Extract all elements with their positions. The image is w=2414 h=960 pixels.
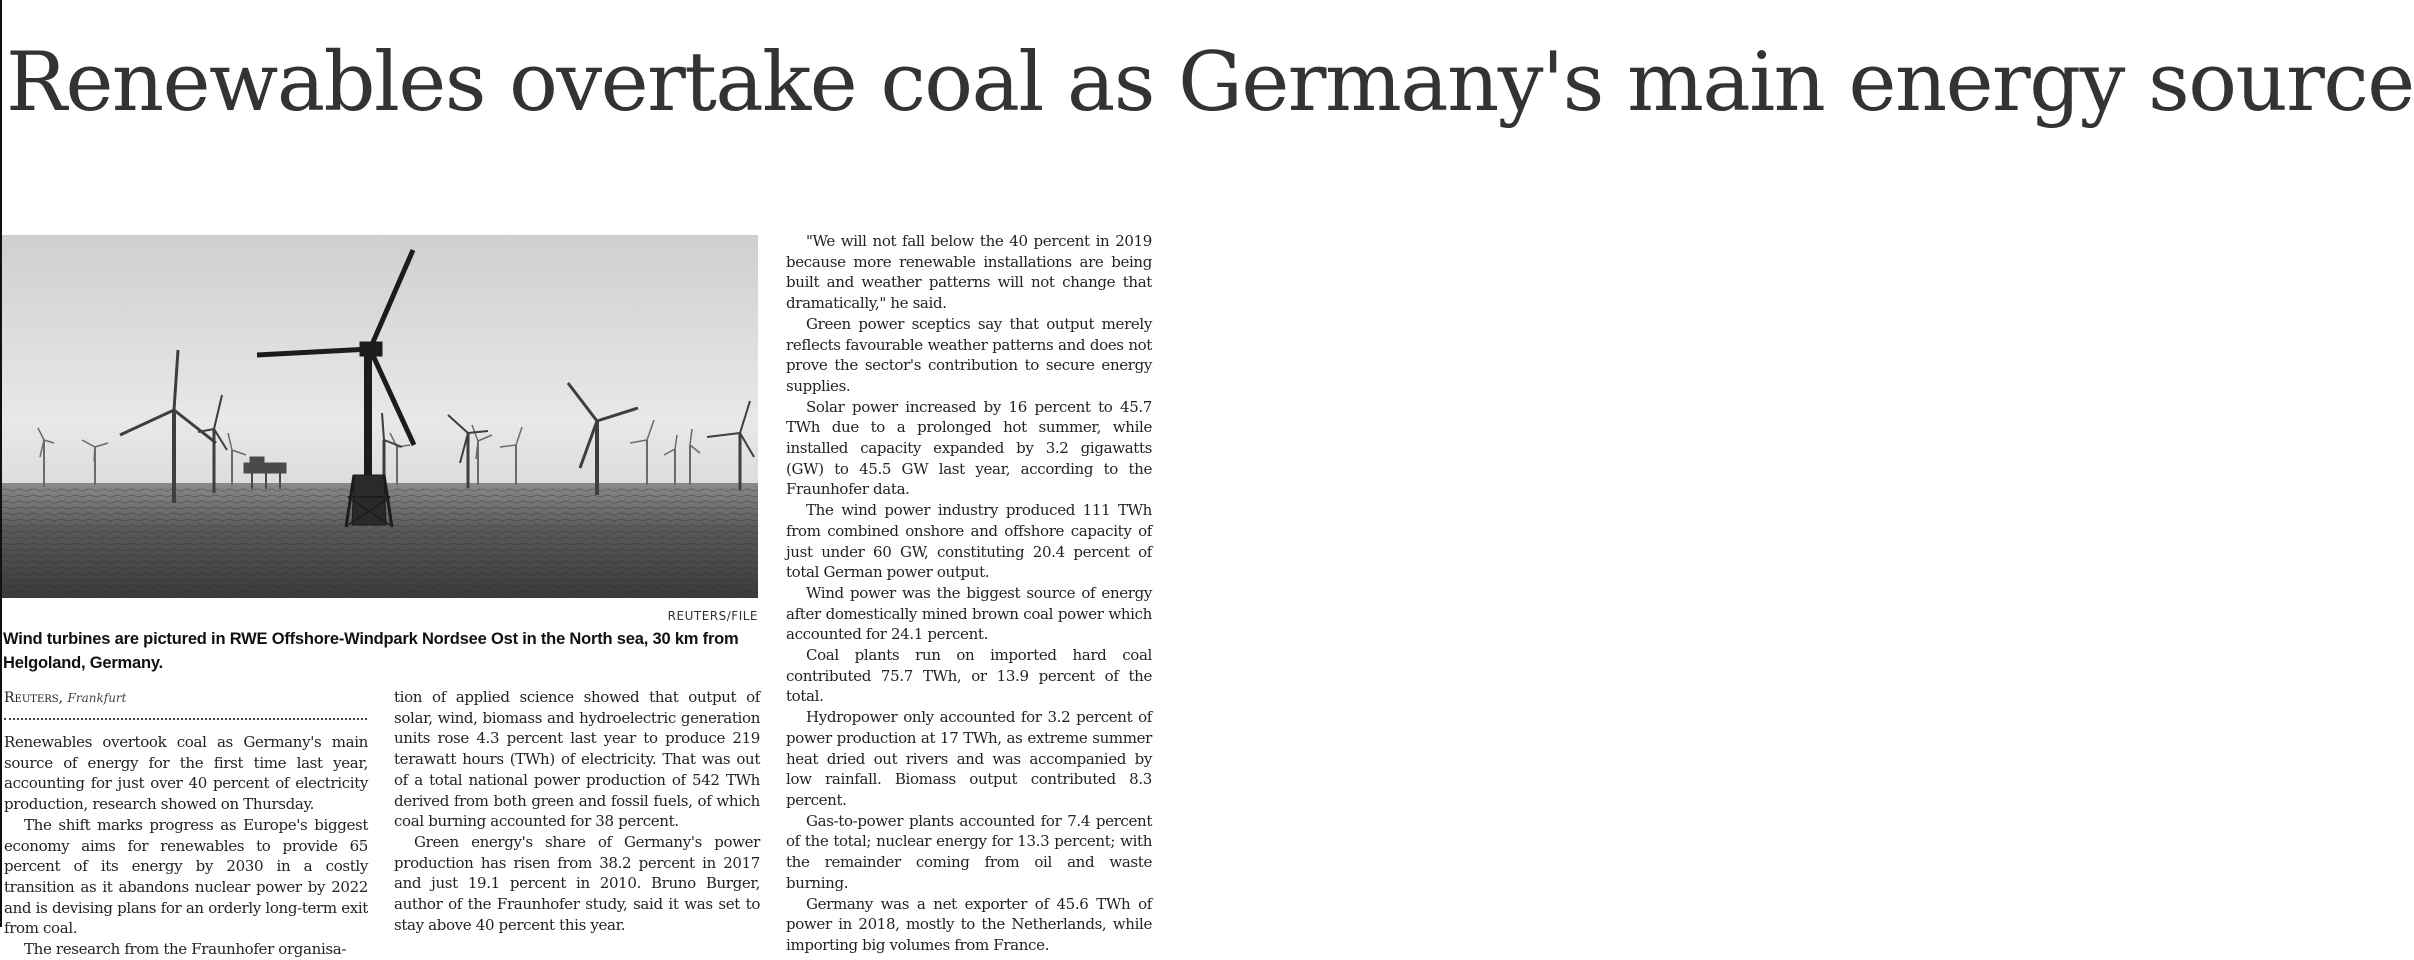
wind-turbines-photo xyxy=(2,235,758,598)
paragraph: Green power sceptics say that output merely reflects favourable weather patterns and does not prove the sector's contribution to secure energy supplies. xyxy=(786,314,1152,395)
article-column-3 xyxy=(786,231,1152,954)
byline-place: Frankfurt xyxy=(67,691,127,705)
paragraph: Gas-to-power plants accounted for 7.4 percent of the total; nuclear energy for 13.3 percent; with the remainder coming from oil and waste burning. xyxy=(786,811,1152,892)
paragraph: Green energy's share of Germany's power production has risen from 38.2 percent in 2017 and just 19.1 percent in 2010. Bruno Burger, author of the Fraunhofer study, said it was set to stay above 40 percent this year. xyxy=(394,832,760,934)
paragraph: The shift marks progress as Europe's biggest economy aims for renewables to provide 65 percent of its energy by 2030 in a costly transition as it abandons nuclear power by 2022 and is devising plans for an orderly long-term exit from coal. xyxy=(4,815,368,938)
photo-caption: Wind turbines are pictured in RWE Offshore-Windpark Nordsee Ost in the North sea, 30 km from Helgoland, Germany. xyxy=(3,630,739,672)
article-column-1 xyxy=(4,732,368,959)
paragraph: tion of applied science showed that output of solar, wind, biomass and hydroelectric generation units rose 4.3 percent last year to produce 219 terawatt hours (TWh) of electricity. That was out of a total national power production of 542 TWh derived from both green and fossil fuels, of which coal burning accounted for 38 percent. xyxy=(394,688,760,831)
paragraph: Solar power increased by 16 percent to 45.7 TWh due to a prolonged hot summer, while installed capacity expanded by 3.2 gigawatts (GW) to 45.5 GW last year, according to the Fraunhofer data. xyxy=(786,397,1152,499)
paragraph: The wind power industry produced 111 TWh from combined onshore and offshore capacity of just under 60 GW, constituting 20.4 percent of total German power output. xyxy=(786,501,1152,582)
paragraph: Germany was a net exporter of 45.6 TWh of power in 2018, mostly to the Netherlands, while importing big volumes from France. xyxy=(786,894,1152,954)
article-column-2 xyxy=(394,687,760,934)
byline xyxy=(4,690,368,706)
paragraph: The research from the Fraunhofer organisa- xyxy=(24,940,347,959)
paragraph: Coal plants run on imported hard coal contributed 75.7 TWh, or 13.9 percent of the total. xyxy=(786,646,1152,706)
paragraph: Renewables overtook coal as Germany's main source of energy for the first time last year, accounting for just over 40 percent of electricity production, research showed on Thursday. xyxy=(4,733,368,814)
paragraph: "We will not fall below the 40 percent in 2019 because more renewable installations are being built and weather patterns will not change that dramatically," he said. xyxy=(786,232,1152,313)
photo-credit: REUTERS/FILE xyxy=(667,609,758,623)
byline-divider xyxy=(4,718,367,720)
paragraph: Wind power was the biggest source of energy after domestically mined brown coal power which accounted for 24.1 percent. xyxy=(786,583,1152,644)
byline-agency: Reuters, xyxy=(4,690,64,706)
paragraph: Hydropower only accounted for 3.2 percent of power production at 17 TWh, as extreme summer heat dried out rivers and was accompanied by low rainfall. Biomass output contributed 8.3 percent. xyxy=(786,708,1152,809)
headline: Renewables overtake coal as Germany's main energy source xyxy=(6,36,2414,130)
